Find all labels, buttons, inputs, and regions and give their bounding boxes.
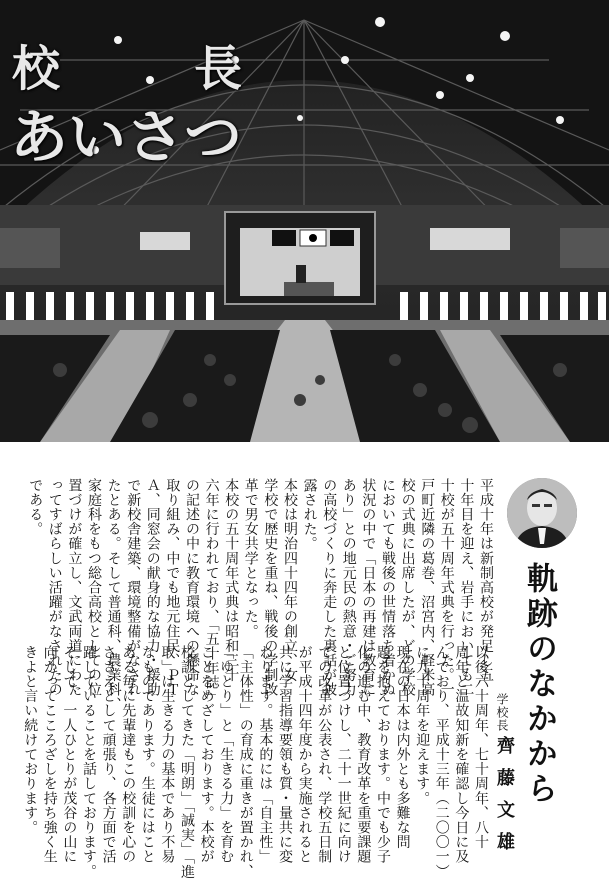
text-column: 現在の日本は内外とも多難な問 — [394, 645, 411, 850]
text-column: 取り組み、中でも地元住民、ＰＴ — [164, 478, 181, 697]
text-column: 置づけが確立し、文武両道にわた — [66, 478, 83, 697]
text-column: においても戦後の世情落ち着かぬ — [380, 478, 396, 697]
text-column: ってすばらしい活躍がなされたの — [46, 478, 63, 697]
text-column: 「ゆとり」と「生きる力」を育む — [218, 645, 235, 864]
text-column: 化の進む中、教育改革を重要課題 — [355, 645, 372, 864]
text-column: 校の式典に出席したが、どの学校 — [399, 478, 416, 697]
text-column: の高校づくりに奔走した裏話が披 — [321, 478, 338, 697]
author-name: 齊藤文雄 — [494, 736, 515, 864]
text-column: ある毎に先輩達もこの校訓を心の — [120, 645, 137, 864]
text-column: 躍していることを話しております。 — [81, 645, 97, 879]
text-column: である。 — [27, 478, 44, 537]
text-column: 六年に行われており、「五十年誌」 — [203, 478, 220, 705]
text-column: 学校で歴史を重ね、戦後の学制改 — [262, 478, 279, 697]
text-column: 露された。 — [301, 478, 318, 551]
text-column: 共に学習指導要領も質・量共に変 — [277, 645, 293, 864]
text-column: が平成十四年度から実施されると — [296, 645, 313, 864]
text-column: なものであります。生徒にはこと — [139, 645, 156, 864]
portrait-illustration — [507, 478, 577, 548]
principal-portrait — [507, 478, 577, 548]
headline-line-2: あいさつ — [10, 103, 243, 171]
text-column: 「主体性」の育成に重きが置かれ、 — [237, 645, 254, 879]
text-column: 十校が五十周年式典を行った。一 — [438, 478, 455, 697]
text-column: 戸町近隣の葛巻、沼宮内、軽米高 — [419, 478, 436, 697]
text-column: と位置づけし、二十一世紀に向け — [335, 645, 352, 864]
text-column: Ａ、同窓会の献身的な協力・援助 — [144, 478, 161, 697]
text-column: わります。基本的には「自主性」 — [257, 645, 274, 864]
text-column: 本校の五十周年式典は昭和三十 — [223, 478, 240, 683]
text-column: きよと言い続けております。 — [22, 645, 39, 835]
headline-char-1: 校 — [12, 41, 63, 97]
text-column: 十年目を迎え、岩手においても二 — [458, 478, 475, 697]
text-column: 状況の中で「日本の再建は教育に — [360, 478, 377, 697]
text-column: そして、一人ひとりが茂谷の山に — [61, 645, 78, 864]
text-column: 取」は生きる力の基本であり不易 — [159, 645, 176, 864]
text-column: の記述の中に教育環境への懸命な — [184, 478, 200, 697]
text-column: 家庭科をもつ総合高校としての位 — [86, 478, 102, 697]
text-column: ての改革が公表され、学校五日制 — [316, 645, 333, 864]
text-column: 向かってこころざしを持ち強く生 — [41, 645, 58, 864]
headline-line-1 — [12, 30, 244, 99]
text-column: ことをめざしております。本校が — [198, 645, 215, 864]
text-column: ささえとして頑張り、各方面で活 — [100, 645, 117, 864]
text-column: 以後六十周年、七十周年、八十 — [473, 645, 489, 850]
headline-char-2: 長 — [194, 41, 245, 97]
text-column: 平成十年は新制高校が発足し五 — [478, 478, 494, 683]
text-column: 校訓としてきた「明朗」「誠実」「進 — [179, 645, 195, 880]
text-column: あり」との地元民の熱意・ご努力 — [340, 478, 357, 697]
text-column: んでおり、平成十三年（二〇〇一） — [433, 645, 450, 879]
text-column: 題を抱えております。中でも少子 — [375, 645, 391, 864]
author-role: 学校長 — [495, 693, 509, 732]
text-column: 革で男女共学となった。 — [242, 478, 259, 639]
text-column: 周年と温故知新を確認し今日に及 — [453, 645, 470, 864]
text-column: に九十周年を迎えます。 — [414, 645, 431, 806]
text-column: 本校は明治四十四年の創立、女 — [282, 478, 298, 683]
article-title: 軌跡のなかから — [521, 562, 557, 807]
text-column: で新校舎建築、環境整備がなされ — [125, 478, 142, 697]
text-column: たとある。そして普通科、農業科、 — [105, 478, 122, 712]
